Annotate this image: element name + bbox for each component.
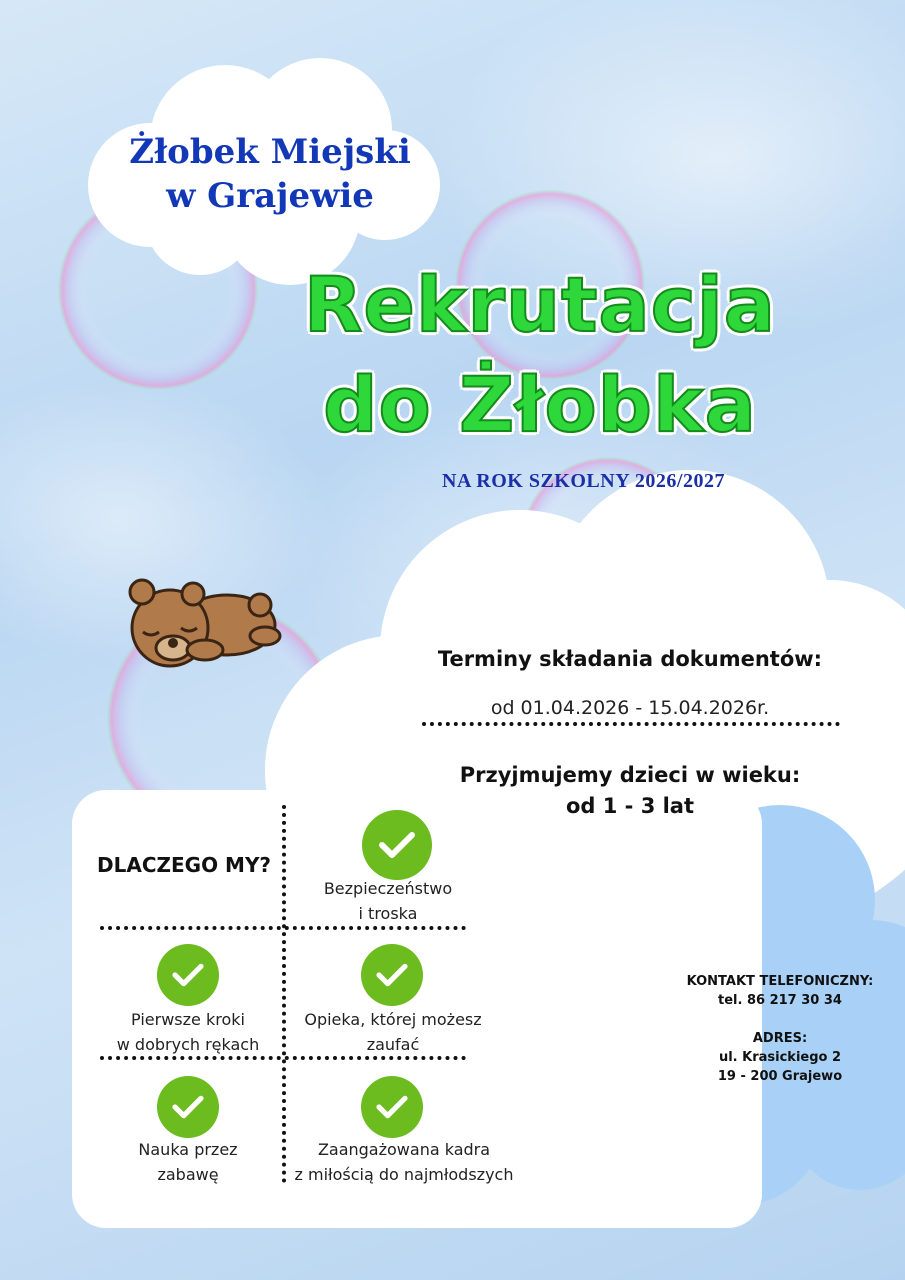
org-name-line2: w Grajewie — [166, 176, 374, 216]
title-line1: Rekrutacja — [303, 260, 777, 349]
check-icon — [157, 944, 219, 1006]
age-range: od 1 - 3 lat — [565, 794, 695, 818]
deadline-heading: Terminy składania dokumentów: — [437, 647, 823, 671]
check-icon — [361, 1076, 423, 1138]
address-street: ul. Krasickiego 2 — [718, 1050, 842, 1065]
feature-line1: Nauka przez — [138, 1140, 238, 1159]
feature-line2: w dobrych rękach — [116, 1035, 260, 1054]
org-name-line1: Żłobek Miejski — [129, 132, 411, 172]
feature-line1: Opieka, której możesz — [304, 1010, 482, 1029]
address-label: ADRES: — [752, 1031, 808, 1046]
check-icon — [361, 944, 423, 1006]
school-year: NA ROK SZKOLNY 2026/2027 — [442, 470, 725, 492]
feature-item — [288, 1007, 498, 1057]
grid-divider-horizontal — [100, 926, 466, 930]
check-icon — [157, 1076, 219, 1138]
feature-line2: z miłością do najmłodszych — [294, 1165, 514, 1184]
address-city: 19 - 200 Grajewo — [717, 1069, 843, 1084]
deadline-dates: od 01.04.2026 - 15.04.2026r. — [490, 697, 770, 719]
feature-line1: Zaangażowana kadra — [317, 1140, 491, 1159]
feature-line1: Pierwsze kroki — [131, 1010, 245, 1029]
sleeping-bear-icon — [115, 570, 285, 670]
feature-item — [288, 876, 488, 926]
phone-number: tel. 86 217 30 34 — [718, 993, 842, 1008]
title-line2: do Żłobka — [323, 360, 757, 449]
org-name — [100, 130, 440, 218]
why-heading: DLACZEGO MY? — [97, 853, 272, 877]
page-title — [255, 255, 825, 455]
feature-line1: Bezpieczeństwo — [323, 879, 453, 898]
grid-divider-vertical — [282, 805, 286, 1183]
feature-line2: zaufać — [366, 1035, 420, 1054]
feature-item — [88, 1007, 288, 1057]
age-heading: Przyjmujemy dzieci w wieku: — [459, 763, 801, 787]
info-divider — [422, 722, 840, 726]
contact-block — [665, 972, 895, 1086]
phone-label: KONTAKT TELEFONICZNY: — [686, 974, 874, 989]
feature-item — [88, 1137, 288, 1187]
feature-item — [288, 1137, 520, 1187]
feature-line2: i troska — [358, 904, 418, 923]
feature-line2: zabawę — [157, 1165, 219, 1184]
check-icon — [362, 810, 432, 880]
